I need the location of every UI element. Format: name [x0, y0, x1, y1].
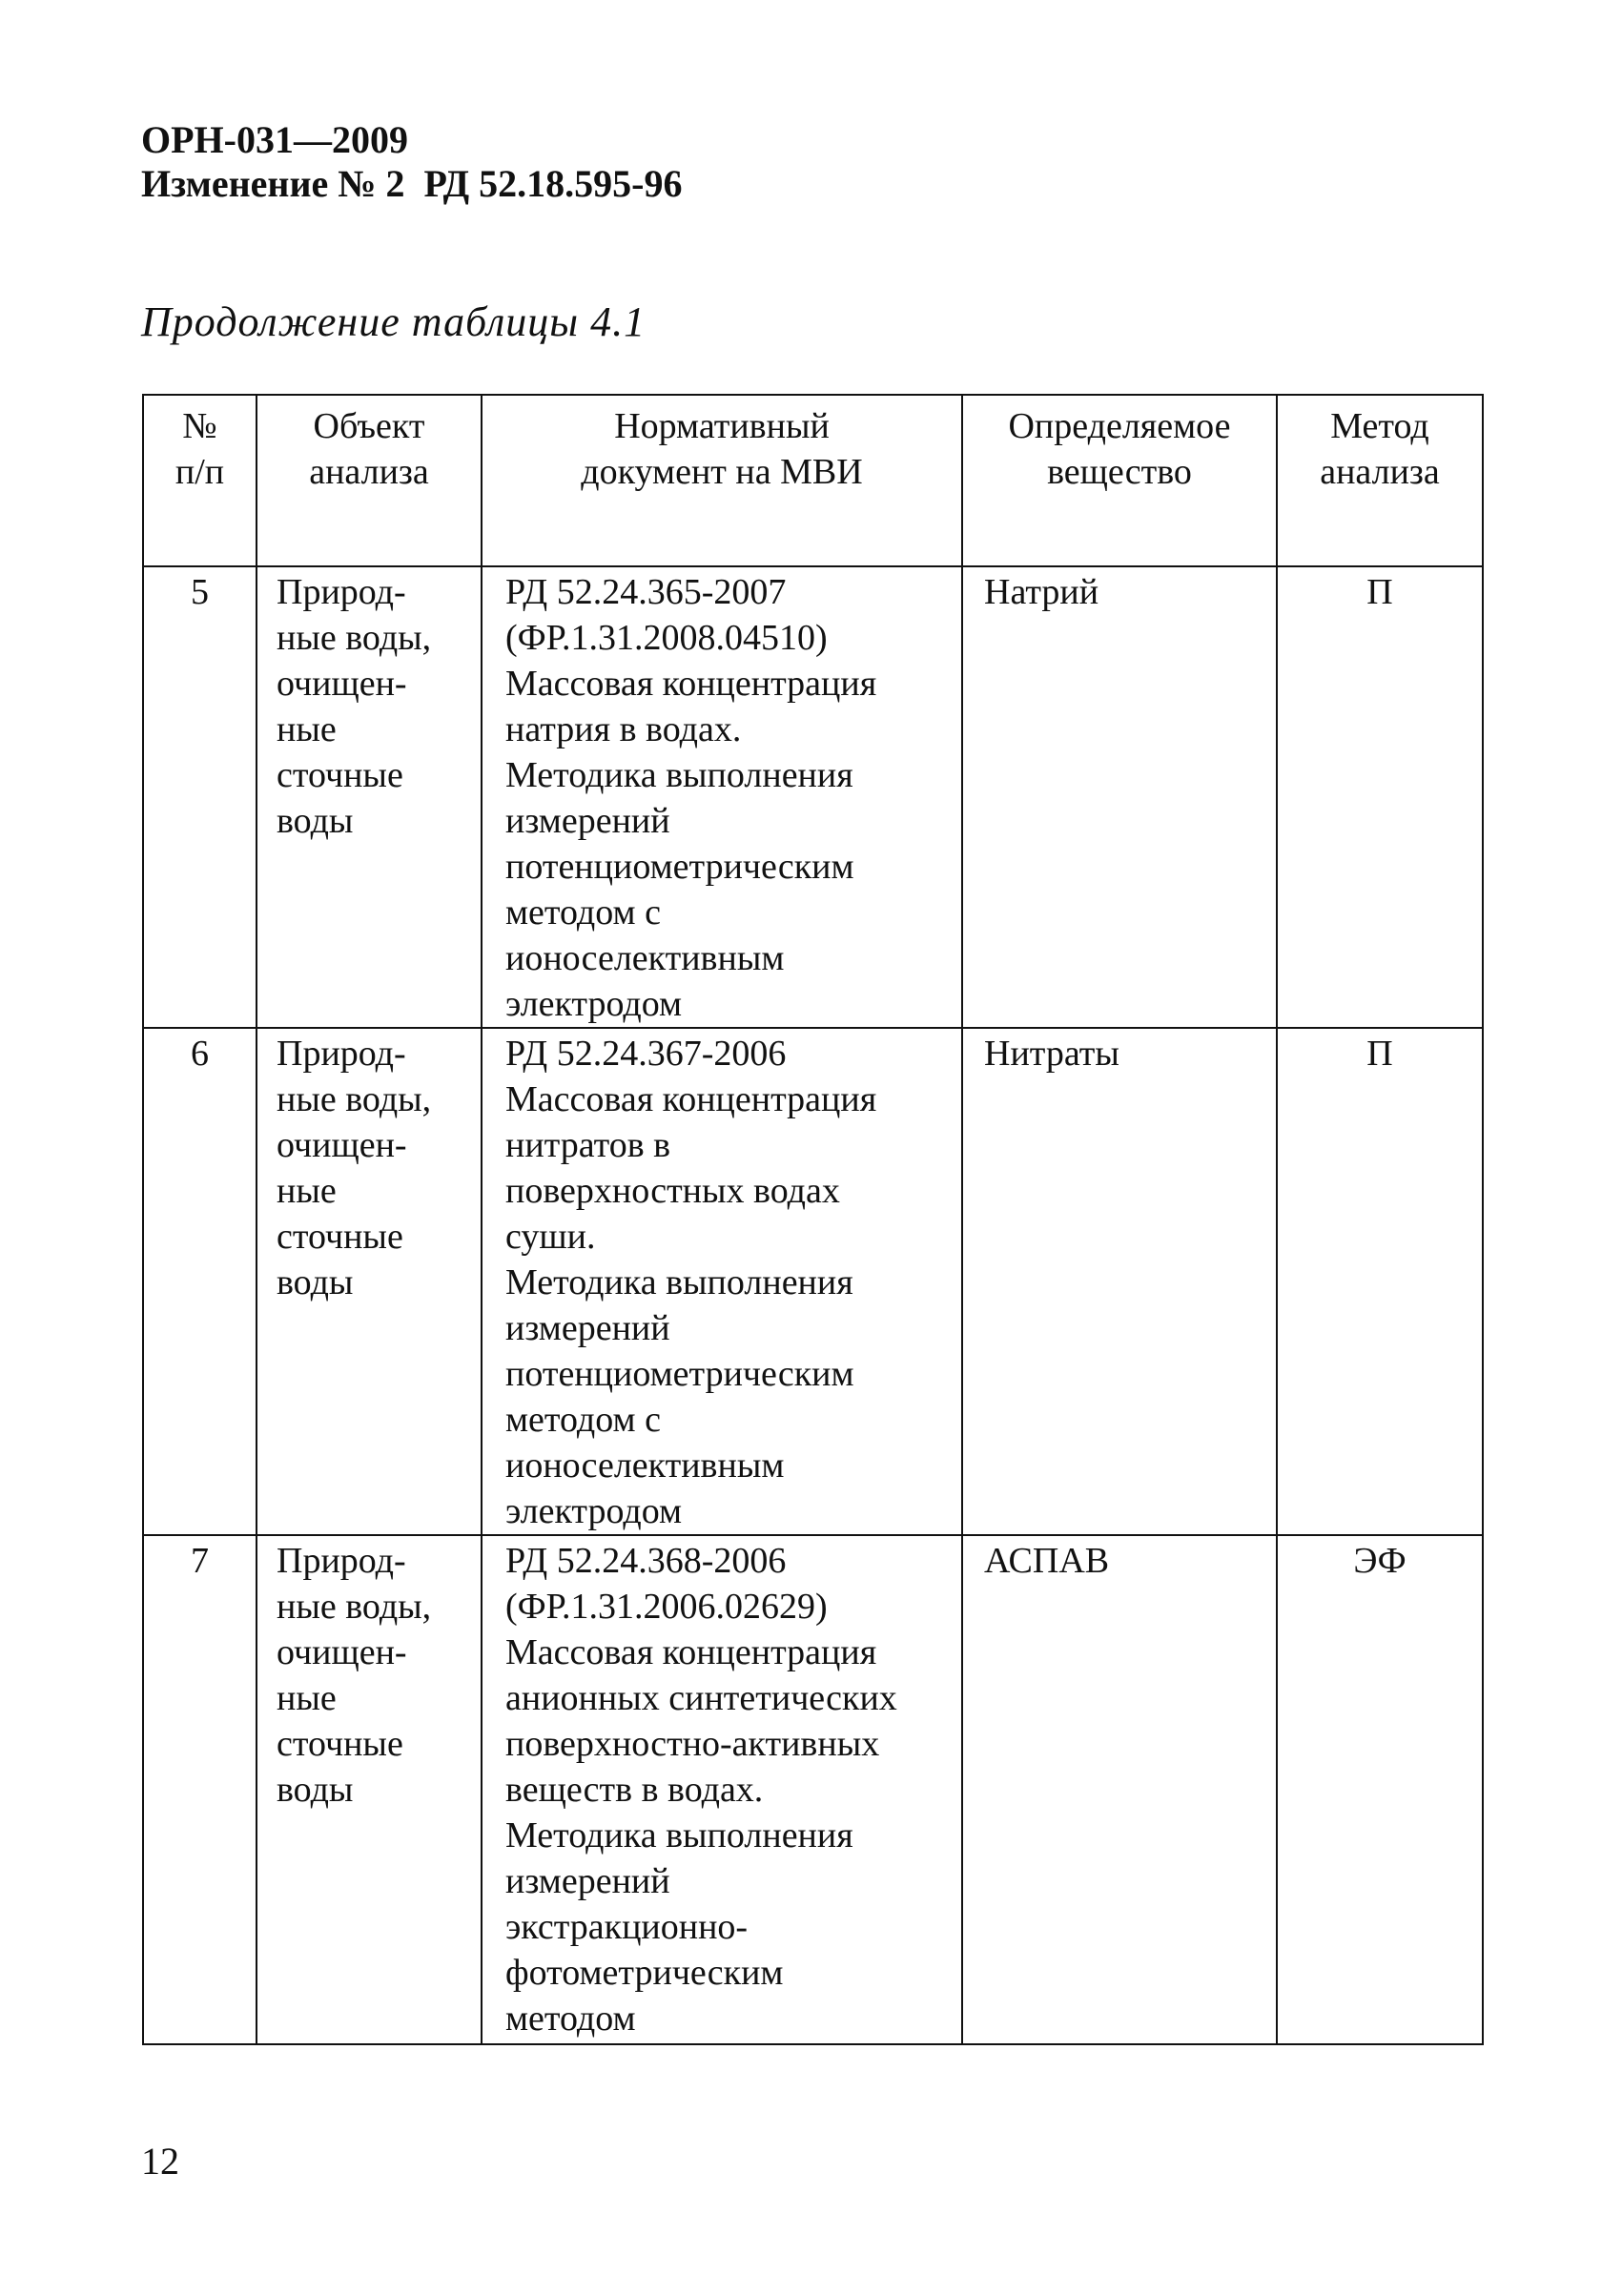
table-header-row [143, 395, 1483, 566]
document-cell: РД 52.24.368-2006 (ФР.1.31.2006.02629) Массовая концентрация анионных синтетических поверхностно-активных веществ в водах. Методика выполнения измерений экстракционно- фотометрическим методом [482, 1535, 962, 2044]
column-header-substance: Определяемое вещество [962, 395, 1277, 566]
column-header-method: Метод анализа [1277, 395, 1483, 566]
row-number-cell: 6 [143, 1028, 257, 1535]
column-header-number: № п/п [143, 395, 257, 566]
substance-cell: АСПАВ [962, 1535, 1277, 2044]
table-row [143, 566, 1483, 1028]
column-header-document: Нормативный документ на МВИ [482, 395, 962, 566]
method-cell: П [1277, 566, 1483, 1028]
change-title: Изменение № 2 РД 52.18.595-96 [141, 162, 683, 205]
substance-cell: Нитраты [962, 1028, 1277, 1535]
document-cell: РД 52.24.367-2006 Массовая концентрация нитратов в поверхностных водах суши. Методика выполнения измерений потенциометрическим методом с ионоселективным электродом [482, 1028, 962, 1535]
column-header-object: Объект анализа [257, 395, 482, 566]
table-row [143, 1535, 1483, 2044]
object-cell: Природ- ные воды, очищен- ные сточные воды [257, 1028, 482, 1535]
object-cell: Природ- ные воды, очищен- ные сточные воды [257, 566, 482, 1028]
method-cell: П [1277, 1028, 1483, 1535]
row-number-cell: 5 [143, 566, 257, 1028]
row-number-cell: 7 [143, 1535, 257, 2044]
table-row [143, 1028, 1483, 1535]
table-caption: Продолжение таблицы 4.1 [141, 298, 647, 345]
substance-cell: Натрий [962, 566, 1277, 1028]
method-cell: ЭФ [1277, 1535, 1483, 2044]
object-cell: Природ- ные воды, очищен- ные сточные воды [257, 1535, 482, 2044]
methods-table [142, 394, 1484, 2045]
document-code: ОРН-031—2009 [141, 118, 408, 161]
document-cell: РД 52.24.365-2007 (ФР.1.31.2008.04510) Массовая концентрация натрия в водах. Методика выполнения измерений потенциометрическим методом с ионоселективным электродом [482, 566, 962, 1028]
page-number: 12 [141, 2140, 179, 2183]
